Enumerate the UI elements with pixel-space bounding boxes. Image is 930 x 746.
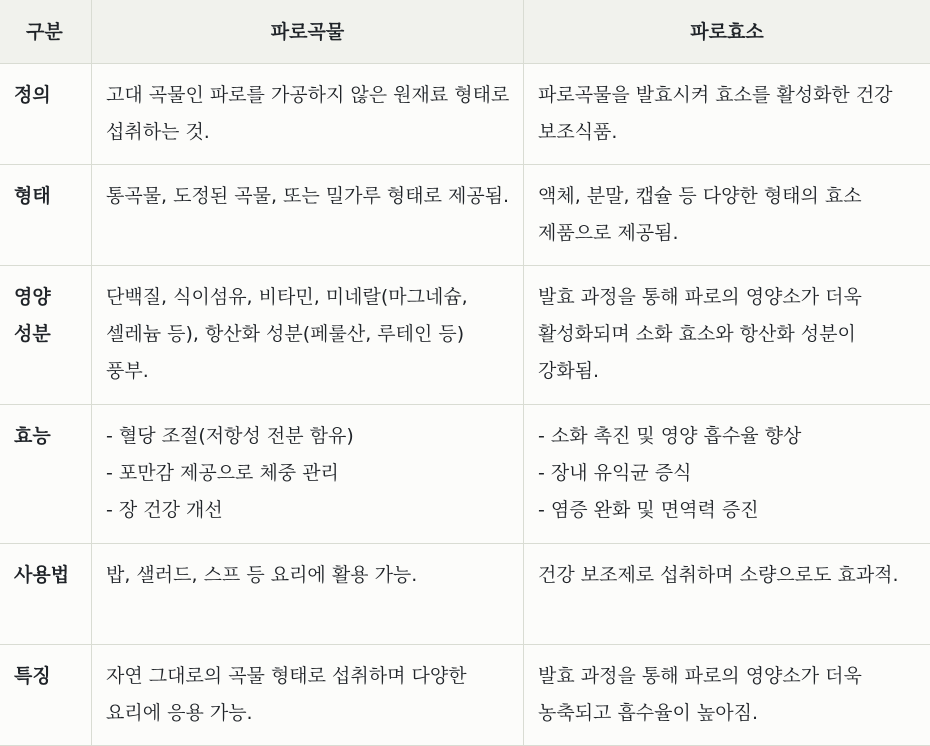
cell-enzyme-definition: 파로곡물을 발효시켜 효소를 활성화한 건강 보조식품. <box>524 64 930 165</box>
cell-grain-benefits <box>92 405 524 544</box>
cell-grain-features: 자연 그대로의 곡물 형태로 섭취하며 다양한 요리에 응용 가능. <box>92 645 524 746</box>
table-row <box>0 544 930 645</box>
cell-enzyme-benefits <box>524 405 930 544</box>
cell-enzyme-usage: 건강 보조제로 섭취하며 소량으로도 효과적. <box>524 544 930 645</box>
header-farro-enzyme: 파로효소 <box>524 0 930 64</box>
row-label-features: 특징 <box>0 645 92 746</box>
cell-grain-nutrition: 단백질, 식이섬유, 비타민, 미네랄(마그네슘, 셀레늄 등), 항산화 성분(페룰산, 루테인 등) 풍부. <box>92 266 524 405</box>
cell-enzyme-features: 발효 과정을 통해 파로의 영양소가 더욱 농축되고 흡수율이 높아짐. <box>524 645 930 746</box>
cell-grain-form: 통곡물, 도정된 곡물, 또는 밀가루 형태로 제공됨. <box>92 165 524 266</box>
header-category: 구분 <box>0 0 92 64</box>
grain-benefit-item: - 혈당 조절(저항성 전분 함유) <box>106 418 511 455</box>
table-body <box>0 64 930 746</box>
table-header <box>0 0 930 64</box>
row-label-benefits: 효능 <box>0 405 92 544</box>
table-row <box>0 405 930 544</box>
cell-grain-usage: 밥, 샐러드, 스프 등 요리에 활용 가능. <box>92 544 524 645</box>
table-row <box>0 645 930 746</box>
cell-enzyme-nutrition: 발효 과정을 통해 파로의 영양소가 더욱 활성화되며 소화 효소와 항산화 성분이 강화됨. <box>524 266 930 405</box>
enzyme-benefit-item: - 염증 완화 및 면역력 증진 <box>538 492 918 529</box>
enzyme-benefit-item: - 소화 촉진 및 영양 흡수율 향상 <box>538 418 918 455</box>
table-row <box>0 266 930 405</box>
header-farro-grain: 파로곡물 <box>92 0 524 64</box>
row-label-form: 형태 <box>0 165 92 266</box>
table-row <box>0 64 930 165</box>
enzyme-benefit-item: - 장내 유익균 증식 <box>538 455 918 492</box>
header-row <box>0 0 930 64</box>
row-label-nutrition: 영양 성분 <box>0 266 92 405</box>
row-label-usage: 사용법 <box>0 544 92 645</box>
cell-grain-definition: 고대 곡물인 파로를 가공하지 않은 원재료 형태로 섭취하는 것. <box>92 64 524 165</box>
grain-benefit-item: - 포만감 제공으로 체중 관리 <box>106 455 511 492</box>
grain-benefit-item: - 장 건강 개선 <box>106 492 511 529</box>
row-label-definition: 정의 <box>0 64 92 165</box>
cell-enzyme-form: 액체, 분말, 캡슐 등 다양한 형태의 효소 제품으로 제공됨. <box>524 165 930 266</box>
table-row <box>0 165 930 266</box>
